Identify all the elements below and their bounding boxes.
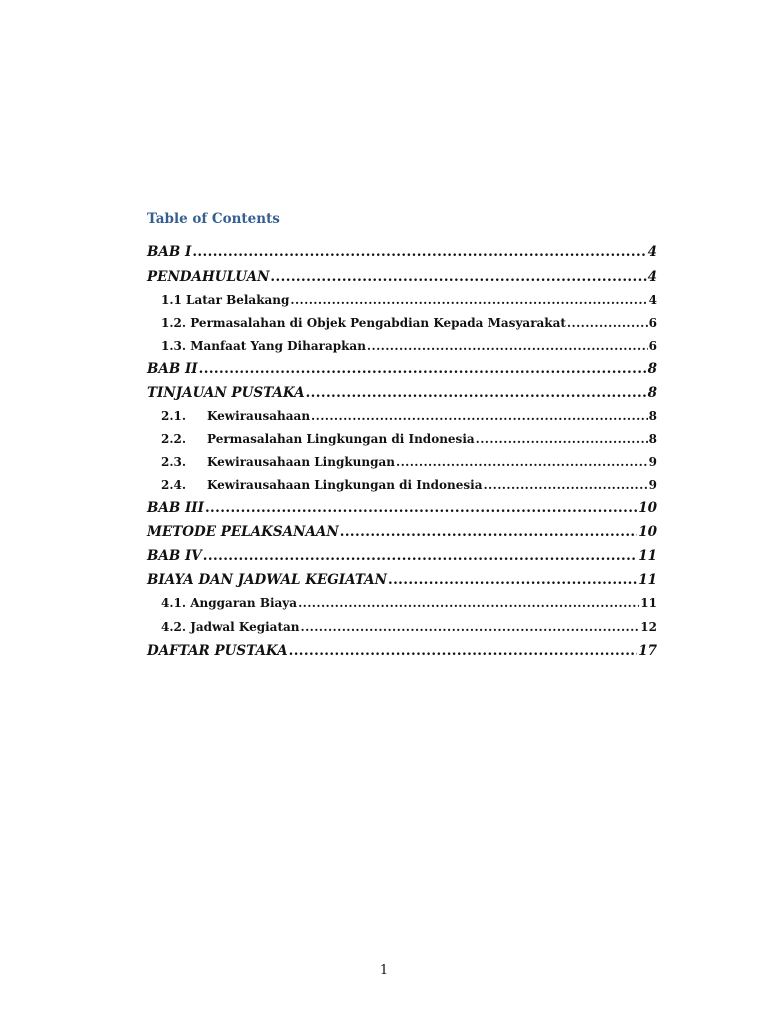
toc-entry-text: BIAYA DAN JADWAL KEGIATAN [147, 572, 387, 588]
dot-leader [483, 476, 647, 494]
toc-entry-text: PENDAHULUAN [147, 269, 270, 285]
toc-entry-number: 2.3. [161, 455, 187, 469]
toc-entry-text: BAB I [147, 244, 192, 260]
dot-leader [270, 268, 646, 286]
dot-leader [192, 243, 646, 261]
toc-entry-manfaat[interactable] [161, 337, 657, 355]
toc-entry-page: 4 [648, 293, 657, 307]
toc-entry-daftar-pustaka[interactable] [147, 642, 657, 660]
toc-entry-text: Kewirausahaan [207, 409, 311, 423]
toc-entry-page: 11 [640, 596, 657, 610]
dot-leader [340, 523, 637, 541]
dot-leader [205, 499, 637, 517]
toc-entry-page: 10 [638, 524, 657, 540]
toc-entry-page: 8 [648, 432, 657, 446]
toc-entry-page: 6 [648, 316, 657, 330]
toc-entry-jadwal-kegiatan[interactable] [161, 618, 657, 636]
dot-leader [396, 453, 648, 471]
dot-leader [289, 642, 638, 660]
page-number: 1 [379, 963, 389, 978]
dot-leader [306, 384, 647, 402]
toc-entry-text: 1.1 Latar Belakang [161, 293, 290, 307]
toc-entry-page: 6 [648, 339, 657, 353]
toc-entry-latar-belakang[interactable] [161, 291, 657, 309]
toc-entry-metode-pelaksanaan[interactable] [147, 523, 657, 541]
toc-entry-bab-2[interactable] [147, 360, 657, 378]
toc-entry-pendahuluan[interactable] [147, 268, 657, 286]
toc-entry-kewirausahaan-lingkungan-indonesia[interactable] [161, 476, 657, 494]
toc-entry-page: 11 [638, 548, 657, 564]
dot-leader [290, 291, 647, 309]
toc-title: Table of Contents [147, 211, 280, 227]
toc-entry-kewirausahaan-lingkungan[interactable] [161, 453, 657, 471]
dot-leader [199, 360, 647, 378]
toc-entry-text: TINJAUAN PUSTAKA [147, 385, 305, 401]
dot-leader [367, 337, 648, 355]
toc-entry-page: 11 [638, 572, 657, 588]
toc-entry-text: 1.2. Permasalahan di Objek Pengabdian Kepada Masyarakat [161, 316, 566, 330]
toc-entry-text: Kewirausahaan Lingkungan di Indonesia [207, 478, 483, 492]
toc-entry-text: Permasalahan Lingkungan di Indonesia [207, 432, 475, 446]
toc-entry-kewirausahaan[interactable] [161, 407, 657, 425]
toc-entry-text: BAB II [147, 361, 198, 377]
toc-entry-permasalahan-lingkungan[interactable] [161, 430, 657, 448]
toc-entry-page: 9 [648, 478, 657, 492]
toc-entry-bab-4[interactable] [147, 547, 657, 565]
dot-leader [301, 618, 640, 636]
toc-entry-text: 4.1. Anggaran Biaya [161, 596, 298, 610]
toc-entry-text: 1.3. Manfaat Yang Diharapkan [161, 339, 366, 353]
toc-entry-permasalahan-objek[interactable] [161, 314, 657, 332]
toc-entry-number: 2.2. [161, 432, 187, 446]
toc-entry-biaya-jadwal[interactable] [147, 571, 657, 589]
toc-entry-page: 12 [640, 620, 657, 634]
dot-leader [311, 407, 648, 425]
toc-entry-page: 8 [647, 361, 657, 377]
toc-entry-text: BAB IV [147, 548, 202, 564]
toc-entry-number: 2.4. [161, 478, 187, 492]
toc-entry-page: 4 [647, 269, 657, 285]
toc-entry-page: 8 [647, 385, 657, 401]
toc-entry-tinjauan-pustaka[interactable] [147, 384, 657, 402]
toc-entry-number: 2.1. [161, 409, 187, 423]
toc-entry-page: 17 [638, 643, 657, 659]
toc-entry-text: BAB III [147, 500, 204, 516]
toc-entry-page: 9 [648, 455, 657, 469]
dot-leader [298, 594, 639, 612]
toc-entry-text: DAFTAR PUSTAKA [147, 643, 288, 659]
toc-entry-page: 10 [638, 500, 657, 516]
toc-entry-text: METODE PELAKSANAAN [147, 524, 339, 540]
dot-leader [476, 430, 648, 448]
toc-entry-bab-1[interactable] [147, 243, 657, 261]
dot-leader [388, 571, 637, 589]
dot-leader [203, 547, 637, 565]
toc-entry-bab-3[interactable] [147, 499, 657, 517]
toc-entry-text: 4.2. Jadwal Kegiatan [161, 620, 300, 634]
toc-entry-text: Kewirausahaan Lingkungan [207, 455, 395, 469]
table-of-contents [147, 0, 657, 1024]
toc-entry-anggaran-biaya[interactable] [161, 594, 657, 612]
dot-leader [567, 314, 648, 332]
toc-entry-page: 4 [647, 244, 657, 260]
toc-entry-page: 8 [648, 409, 657, 423]
